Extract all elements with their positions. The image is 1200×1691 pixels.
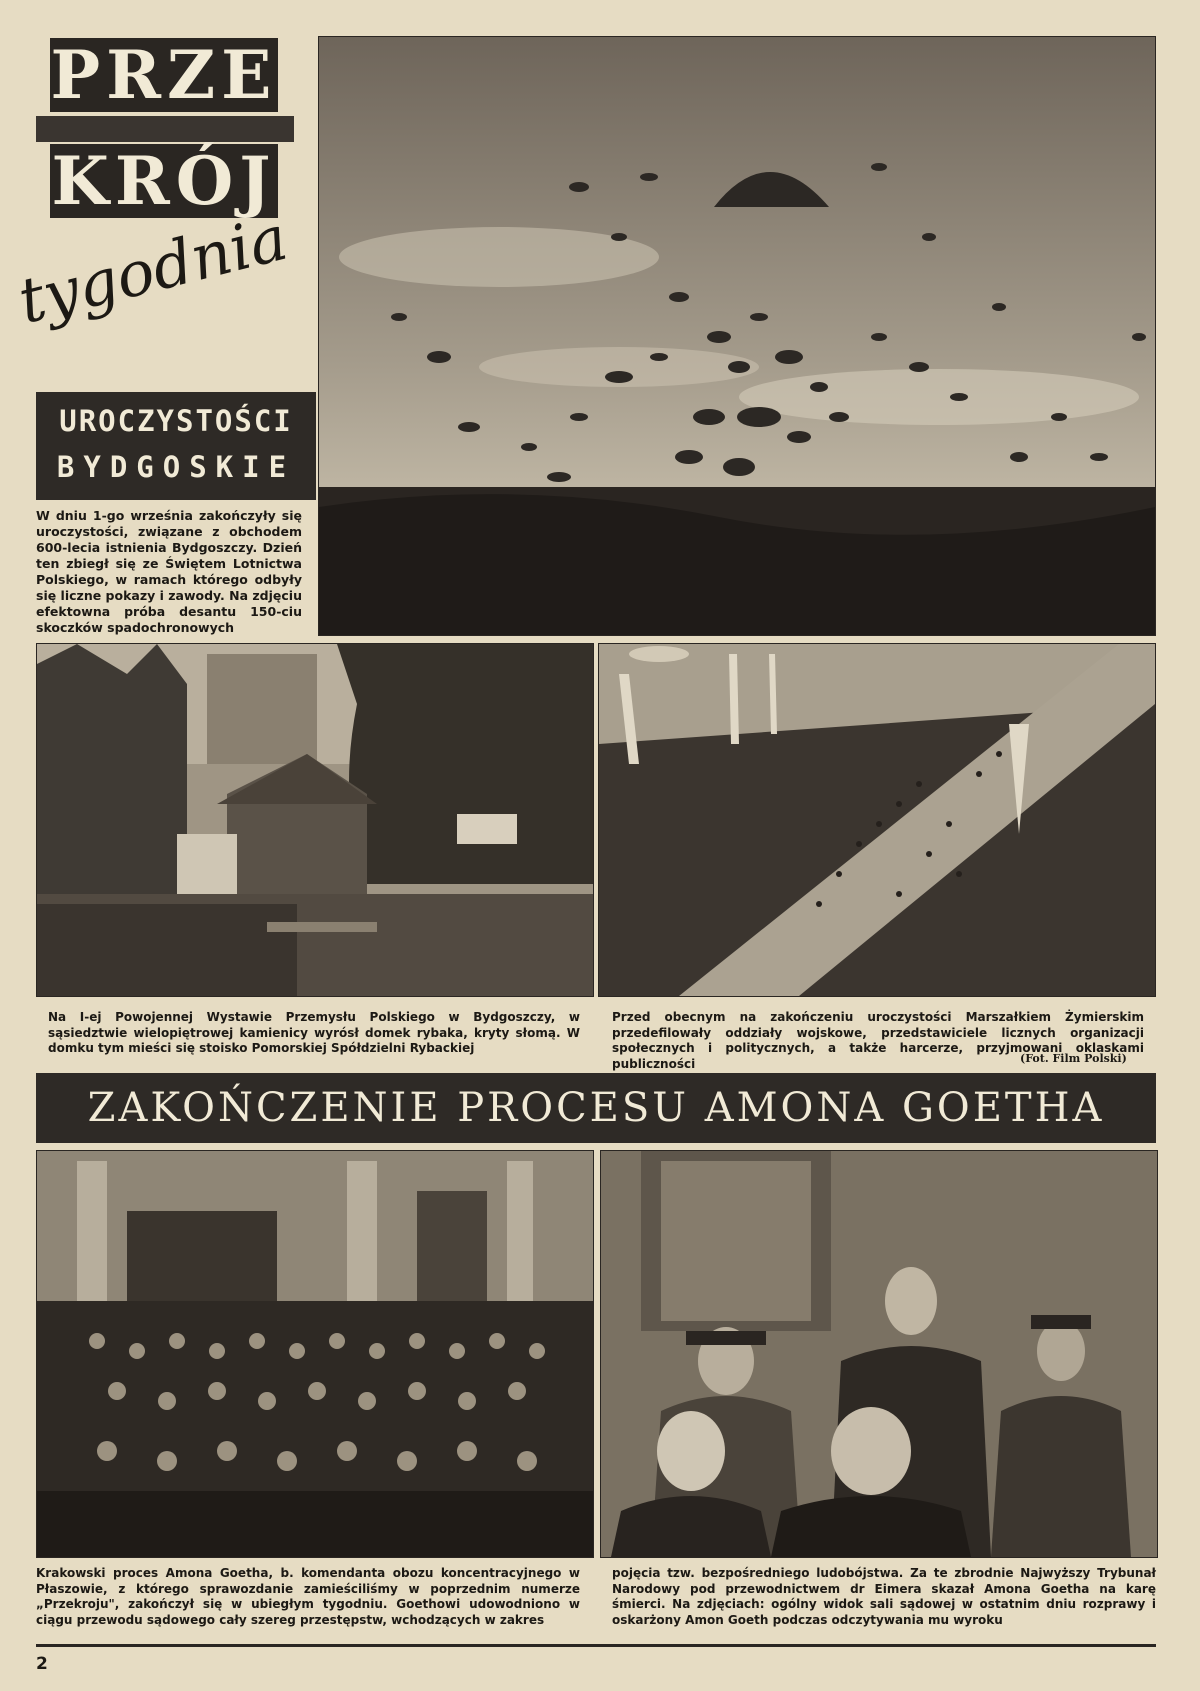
section-heading-line1: UROCZYSTOŚCI <box>59 404 293 438</box>
courtroom-photo <box>36 1150 594 1558</box>
defendant-photo <box>600 1150 1158 1558</box>
bottom-rule <box>36 1644 1156 1647</box>
trial-caption-left: Krakowski proces Amona Goetha, b. komendanta obozu koncentracyjnego w Płaszowie, z którego sprawozdanie zamieściliśmy w poprzednim numerze „Przekroju", zakończył się w ubiegłym tygodniu. Goethowi udowodniono w ciągu przewodu sądowego cały szereg przestępstw, wchodzących w zakres <box>36 1566 580 1627</box>
masthead-line2: KRÓJ <box>51 142 277 220</box>
masthead-line1: PRZE <box>50 36 278 114</box>
masthead-bar <box>36 116 294 142</box>
section-heading-line2: BYDGOSKIE <box>56 450 296 484</box>
photo-credit: (Fot. Film Polski) <box>1020 1052 1127 1065</box>
section-heading <box>36 392 316 500</box>
parade-caption: Przed obecnym na zakończeniu uroczystości Marszałkiem Żymierskim przedefilowały oddziały wojskowe, przedstawiciele licznych organizacji społecznych i politycznych, a także harcerze, przyjmowani oklaskami publiczności <box>612 1010 1144 1071</box>
page-number: 2 <box>36 1654 48 1674</box>
trial-caption-right: pojęcia tzw. bezpośredniego ludobójstwa. Za te zbrodnie Najwyższy Trybunał Narodowy pod przewodnictwem dr Eimera skazał Amona Goetha na karę śmierci. Na zdjęciach: ogólny widok sali sądowej w ostatnim dniu rozprawy i oskarżony Amon Goeth podczas odczytywania mu wyroku <box>612 1566 1156 1627</box>
fisherman-house-photo <box>36 643 594 997</box>
house-caption: Na I-ej Powojennej Wystawie Przemysłu Polskiego w Bydgoszczy, w sąsiedztwie wielopiętrowej kamienicy wyrósł domek rybaka, kryty słomą. W domku tym mieści się stoisko Pomorskiej Spółdzielni Rybackiej <box>48 1010 580 1055</box>
intro-text: W dniu 1-go września zakończyły się uroczystości, związane z obchodem 600-lecia istnienia Bydgoszczy. Dzień ten zbiegł się ze Świętem Lotnictwa Polskiego, w ramach którego odbyły się liczne pokazy i zawody. Na zdjęciu efektowna próba desantu 150-ciu skoczków spadochronowych <box>36 508 302 635</box>
masthead-script: tygodnia <box>11 200 295 338</box>
parachute-photo <box>318 36 1156 636</box>
trial-headline: ZAKOŃCZENIE PROCESU AMONA GOETHA <box>36 1073 1156 1143</box>
parade-photo <box>598 643 1156 997</box>
